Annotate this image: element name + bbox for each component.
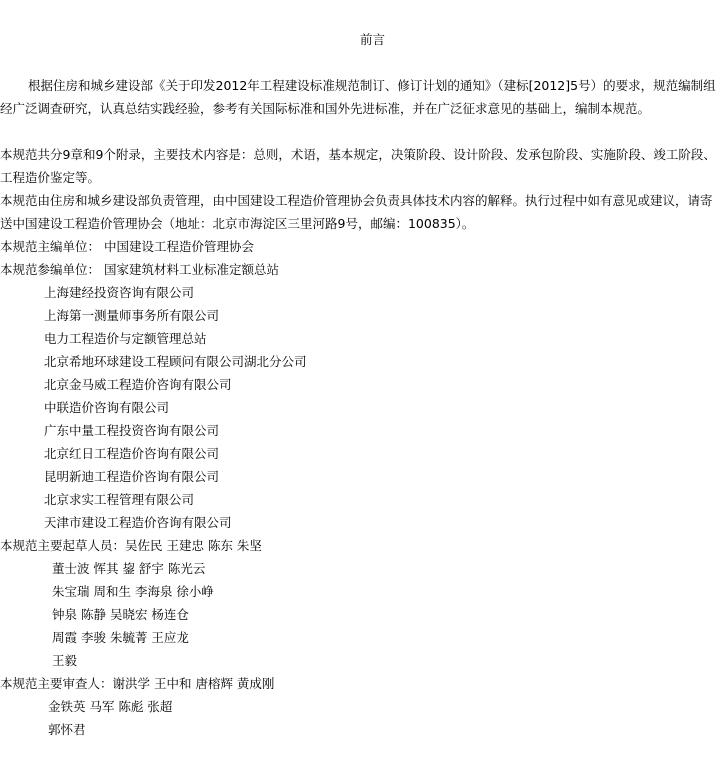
drafter-names: 吴佐民 王建忠 陈东 朱坚 [125, 538, 262, 553]
chief-editor-name: 中国建设工程造价管理协会 [104, 239, 255, 254]
drafter-names: 王毅 [52, 653, 78, 668]
reviewer-names: 郭怀君 [48, 722, 86, 737]
reviewer-names: 谢洪学 王中和 唐榕辉 黄成刚 [112, 676, 275, 691]
participant-org: 北京金马威工程造价咨询有限公司 [44, 377, 232, 392]
reviewers-label: 本规范主要审查人： [0, 676, 113, 691]
participant-org: 中联造价咨询有限公司 [44, 400, 170, 415]
reviewers-line [0, 672, 274, 695]
management-paragraph: 本规范由住房和城乡建设部负责管理，由中国建设工程造价管理协会负责具体技术内容的解释。执行过程中如有意见或建议，请寄送中国建设工程造价管理协会（地址：北京市海淀区三里河路9号，邮编：100835）。 [0, 193, 713, 231]
content-paragraph: 本规范共分9章和9个附录，主要技术内容是：总则，术语，基本规定，决策阶段、设计阶段、发承包阶段、实施阶段、竣工阶段、工程造价鉴定等。 [0, 147, 716, 185]
participants-label: 本规范参编单位： [0, 262, 101, 277]
participant-org: 国家建筑材料工业标准定额总站 [104, 262, 280, 277]
participant-org: 昆明新迪工程造价咨询有限公司 [44, 469, 220, 484]
page-title: 前言 [359, 32, 385, 47]
drafter-names: 周霞 李骏 朱毓菁 王应龙 [52, 630, 189, 645]
participants-line [0, 258, 279, 281]
drafter-names: 董士波 恽其 鋆 舒宇 陈光云 [52, 561, 206, 576]
chief-editor-label: 本规范主编单位： [0, 239, 101, 254]
reviewer-names: 金铁英 马军 陈彪 张超 [48, 699, 173, 714]
drafter-names: 钟泉 陈静 吴晓宏 杨连仓 [52, 607, 189, 622]
participant-org: 天津市建设工程造价咨询有限公司 [44, 515, 232, 530]
participant-org: 北京求实工程管理有限公司 [44, 492, 195, 507]
drafters-label: 本规范主要起草人员： [0, 538, 126, 553]
participant-org: 上海第一测量师事务所有限公司 [44, 308, 220, 323]
participant-org: 上海建经投资咨询有限公司 [44, 285, 195, 300]
drafter-names: 朱宝瑞 周和生 李海泉 徐小峥 [52, 584, 214, 599]
intro-paragraph: 根据住房和城乡建设部《关于印发2012年工程建设标准规范制订、修订计划的通知》（建标[2012]5号）的要求，规范编制组经广泛调查研究，认真总结实践经验，参考有关国际标准和国外先进标准，并在广泛征求意见的基础上，编制本规范。 [0, 78, 716, 116]
chief-editor-line [0, 235, 254, 258]
participant-org: 广东中量工程投资咨询有限公司 [44, 423, 220, 438]
participant-org: 北京红日工程造价咨询有限公司 [44, 446, 220, 461]
participant-org: 电力工程造价与定额管理总站 [44, 331, 207, 346]
drafters-line [0, 534, 262, 557]
participant-org: 北京希地环球建设工程顾问有限公司湖北分公司 [44, 354, 307, 369]
